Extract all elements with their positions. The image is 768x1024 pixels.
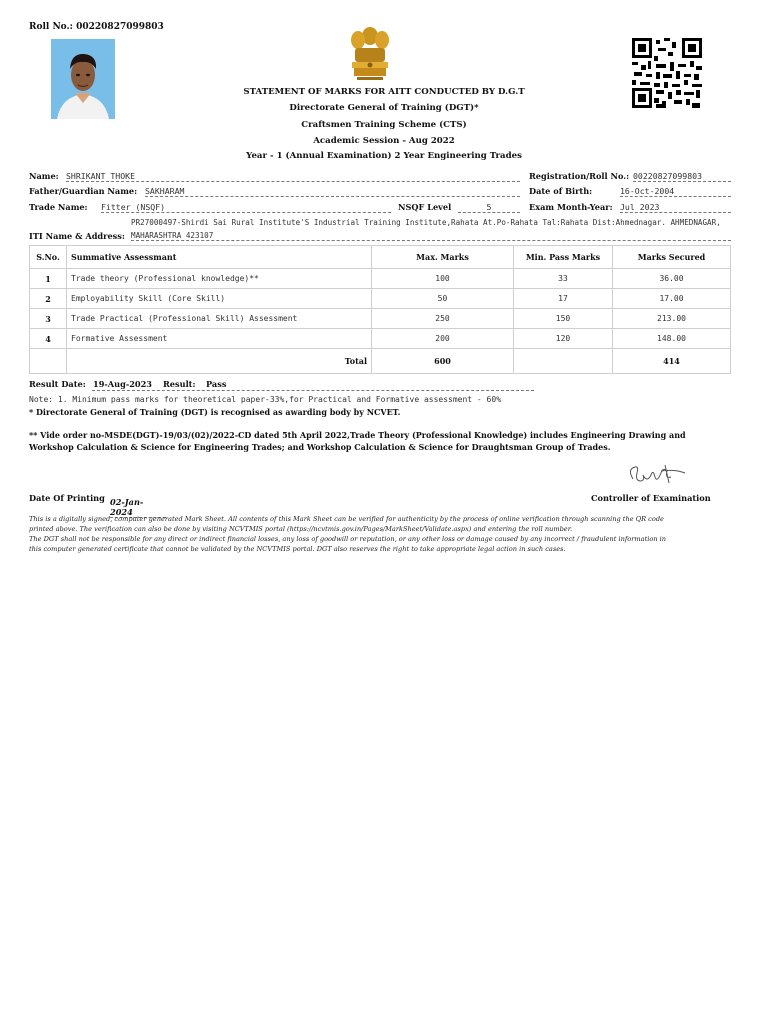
disclaimer-line1: This is a digitally signed, computer generated Mark Sheet. All contents of this Mark Sheet can be verified for authenticity by the process of online verification through scanning the QR code — [29, 515, 664, 523]
total-label: Total — [67, 349, 372, 374]
total-secured: 414 — [613, 349, 731, 374]
row-assessment: Trade theory (Professional knowledge)** — [67, 269, 372, 289]
exam-label: Exam Month-Year: — [529, 202, 613, 212]
row-secured: 17.00 — [613, 289, 731, 309]
note-order-line2: Workshop Calculation & Science for Engineering Trades; and Workshop Calculation & Science for Draughtsman Group of Trades. — [29, 442, 611, 452]
nsqf-label: NSQF Level — [398, 202, 452, 212]
table-row — [30, 329, 731, 349]
row-secured: 36.00 — [613, 269, 731, 289]
note-ncvet: * Directorate General of Training (DGT) is recognised as awarding body by NCVET. — [29, 407, 401, 417]
row-max: 250 — [372, 309, 514, 329]
table-row — [30, 309, 731, 329]
row-assessment: Trade Practical (Professional Skill) Assessment — [67, 309, 372, 329]
disclaimer-line2: printed above. The verification can also be done by visiting NCVTMIS portal (https://ncvtmis.gov.in/Pages/MarkSheet/Validate.aspx) and entering the roll number. — [29, 525, 573, 533]
father-label: Father/Guardian Name: — [29, 186, 138, 196]
result-label: Result: — [163, 379, 196, 389]
header-line-dgt: Directorate General of Training (DGT)* — [289, 103, 479, 113]
table-row — [30, 289, 731, 309]
header-line-session: Academic Session - Aug 2022 — [313, 136, 455, 146]
national-emblem-icon — [345, 24, 395, 84]
row-assessment: Formative Assessment — [67, 329, 372, 349]
table-header-row — [30, 246, 731, 269]
row-min: 150 — [514, 309, 613, 329]
iti-address-line2: MAHARASHTRA 423107 — [131, 231, 731, 241]
disclaimer-line4: this computer generated certificate that cannot be validated by the NCVTMIS portal. DGT also reserves the right to take appropriate legal action in such cases. — [29, 545, 566, 553]
name-label: Name: — [29, 171, 59, 181]
row-sno: 3 — [30, 309, 67, 329]
col-max-marks: Max. Marks — [372, 246, 514, 269]
father-value: SAKHARAM — [145, 186, 520, 197]
col-marks-secured: Marks Secured — [613, 246, 731, 269]
name-value: SHRIKANT THOKE — [66, 171, 520, 182]
result-value: Pass — [206, 379, 227, 389]
row-sno: 1 — [30, 269, 67, 289]
dob-value: 16-Oct-2004 — [620, 186, 731, 197]
result-date-label: Result Date: — [29, 379, 86, 389]
row-sno: 2 — [30, 289, 67, 309]
print-date-label: Date Of Printing — [29, 493, 105, 503]
header-line-cts: Craftsmen Training Scheme (CTS) — [301, 120, 467, 130]
note-order-line1: ** Vide order no-MSDE(DGT)-19/03/(02)/2022-CD dated 5th April 2022,Trade Theory (Professional Knowledge) includes Engineering Drawing and — [29, 430, 686, 440]
note-pass-marks: Note: 1. Minimum pass marks for theoretical paper-33%,for Practical and Formative assessment - 60% — [29, 395, 502, 404]
marks-table — [29, 245, 731, 374]
nsqf-value: 5 — [458, 202, 520, 213]
document-title: STATEMENT OF MARKS FOR AITT CONDUCTED BY D.G.T — [243, 87, 525, 97]
iti-address-line1: PR27000497-Shirdi Sai Rural Institute'S Industrial Training Institute,Rahata At.Po-Rahata Tal:Rahata Dist:Ahmednagar. AHMEDNAGAR, — [131, 218, 721, 227]
row-min: 33 — [514, 269, 613, 289]
roll-number: Roll No.: 00220827099803 — [29, 22, 164, 32]
col-sno: S.No. — [30, 246, 67, 269]
row-min: 17 — [514, 289, 613, 309]
trade-value: Fitter (NSQF) — [101, 202, 391, 213]
trade-label: Trade Name: — [29, 202, 88, 212]
row-max: 200 — [372, 329, 514, 349]
col-assessment: Summative Assessmant — [67, 246, 372, 269]
row-sno: 4 — [30, 329, 67, 349]
iti-label: ITI Name & Address: — [29, 231, 125, 241]
table-row — [30, 269, 731, 289]
row-max: 100 — [372, 269, 514, 289]
controller-signature-icon — [625, 461, 689, 489]
exam-value: Jul 2023 — [620, 202, 731, 213]
row-min: 120 — [514, 329, 613, 349]
registration-value: 00220827099803 — [633, 171, 731, 182]
registration-label: Registration/Roll No.: — [529, 171, 630, 181]
row-max: 50 — [372, 289, 514, 309]
result-dotted-line — [92, 379, 534, 391]
result-date-value: 19-Aug-2023 — [93, 379, 153, 389]
row-secured: 213.00 — [613, 309, 731, 329]
table-total-row — [30, 349, 731, 374]
dob-label: Date of Birth: — [529, 186, 593, 196]
controller-title: Controller of Examination — [591, 493, 711, 503]
row-assessment: Employability Skill (Core Skill) — [67, 289, 372, 309]
print-date-value: 02-Jan-2024 — [110, 497, 166, 518]
disclaimer-line3: The DGT shall not be responsible for any direct or indirect financial losses, any loss of goodwill or reputation, or any other loss or damage caused by any incorrect / fraudulent information in — [29, 535, 666, 543]
header-line-year: Year - 1 (Annual Examination) 2 Year Engineering Trades — [246, 151, 522, 161]
total-max: 600 — [372, 349, 514, 374]
col-min-pass: Min. Pass Marks — [514, 246, 613, 269]
row-secured: 148.00 — [613, 329, 731, 349]
